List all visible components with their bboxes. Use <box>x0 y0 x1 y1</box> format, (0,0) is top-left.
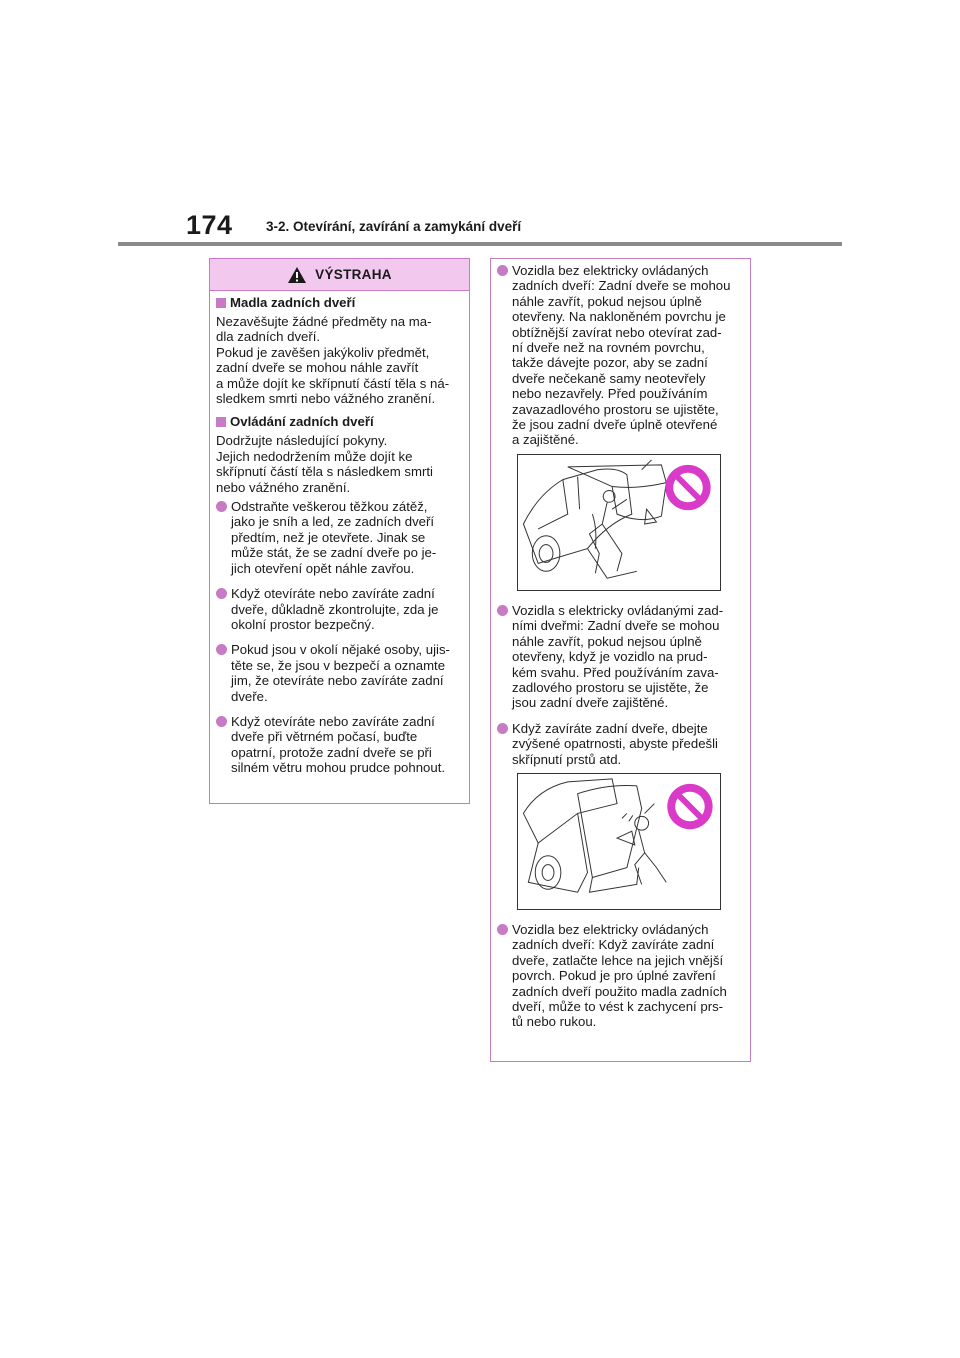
bullet-dot-icon <box>497 723 508 734</box>
bullet-item <box>216 714 463 776</box>
warning-header <box>210 259 469 291</box>
bullet-item <box>497 721 744 767</box>
square-bullet-icon <box>216 417 226 427</box>
bullet-dot-icon <box>216 501 227 512</box>
bullet-dot-icon <box>497 924 508 935</box>
bullet-text: Vozidla bez elektricky ovládaných zadních dveří: Když zavíráte zadní dveře, zatlačte lehce na jejich vnější povrch. Pokud je pro úplné zavření zadních dveří použito madla zadních dveří, může to vést k zachycení prs- tů nebo rukou. <box>512 921 727 1030</box>
warning-triangle-icon <box>287 266 307 284</box>
heading-text: Ovládání zadních dveří <box>230 414 374 430</box>
bullet-dot-icon <box>497 605 508 616</box>
bullet-text: Když zavíráte zadní dveře, dbejte zvýšené opatrnosti, abyste předešli skřípnutí prstů atd. <box>512 720 718 767</box>
warning-box-continued <box>490 258 751 1062</box>
illustration-drawing <box>518 455 720 590</box>
heading-text: Madla zadních dveří <box>230 295 356 310</box>
page-number: 174 <box>186 210 233 240</box>
bullet-item <box>216 642 463 704</box>
illustration-finger-pinch <box>517 773 721 910</box>
illustration-drawing <box>518 774 720 909</box>
paragraph: Dodržujte následující pokyny. Jejich nedodržením může dojít ke skřípnutí částí těla s následkem smrti nebo vážného zranění. <box>216 433 433 495</box>
bullet-dot-icon <box>216 588 227 599</box>
header-rule <box>118 242 842 246</box>
warning-box <box>209 258 470 804</box>
section-heading <box>216 414 463 430</box>
bullet-item <box>497 922 744 1030</box>
bullet-item <box>497 603 744 711</box>
section-heading <box>216 295 463 311</box>
prohibition-icon <box>667 784 712 829</box>
bullet-text: Vozidla s elektricky ovládanými zad- ními dveřmi: Zadní dveře se mohou náhle zavřít, pokud nejsou úplně otevřeny, když je vozidlo na prud- kém svahu. Před používáním zava- zadlového prostoru se ujistěte, že jsou zadní dveře zajištěné. <box>512 602 724 711</box>
bullet-item <box>497 263 744 448</box>
square-bullet-icon <box>216 298 226 308</box>
bullet-text: Když otevíráte nebo zavíráte zadní dveře při větrném počasí, buďte opatrní, protože zadní dveře se při silném větru mohou prudce pohnout. <box>231 713 446 776</box>
section-title: 3-2. Otevírání, zavírání a zamykání dveří <box>266 219 522 234</box>
bullet-text: Vozidla bez elektricky ovládaných zadních dveří: Zadní dveře se mohou náhle zavřít, pokud nejsou úplně otevřeny. Na nakloněném povrchu je obtížnější zavírat nebo otevírat zad- ní dveře než na rovném povrchu, takže dávejte pozor, aby se zadní dveře nečekaně samy neotevřely nebo nezavřely. Před používáním zavazadlového prostoru se ujistěte, že jsou zadní dveře úplně otevřené a zajištěné. <box>512 263 731 448</box>
bullet-text: Pokud jsou v okolí nějaké osoby, ujis- těte se, že jsou v bezpečí a oznamte jim, že otevíráte nebo zavíráte zadní dveře. <box>231 642 450 704</box>
bullet-item <box>216 586 463 632</box>
paragraph: Nezavěšujte žádné předměty na ma- dla zadních dveří. Pokud je zavěšen jakýkoliv předmět, zadní dveře se mohou náhle zavřít a může dojít ke skřípnutí částí těla s ná- sledkem smrti nebo vážného zranění. <box>216 314 450 407</box>
bullet-text: Když otevíráte nebo zavíráte zadní dveře, důkladně zkontrolujte, zda je okolní prostor bezpečný. <box>231 586 439 632</box>
bullet-dot-icon <box>216 716 227 727</box>
illustration-tailgate-slope <box>517 454 721 591</box>
bullet-dot-icon <box>497 265 508 276</box>
prohibition-icon <box>665 465 710 510</box>
bullet-text: Odstraňte veškerou těžkou zátěž, jako je sníh a led, ze zadních dveří předtím, než je otevřete. Jinak se může stát, že se zadní dveře po je- jich otevření opět náhle zavřou. <box>231 499 437 576</box>
bullet-dot-icon <box>216 644 227 655</box>
warning-title: VÝSTRAHA <box>315 267 392 282</box>
bullet-item <box>216 499 463 576</box>
